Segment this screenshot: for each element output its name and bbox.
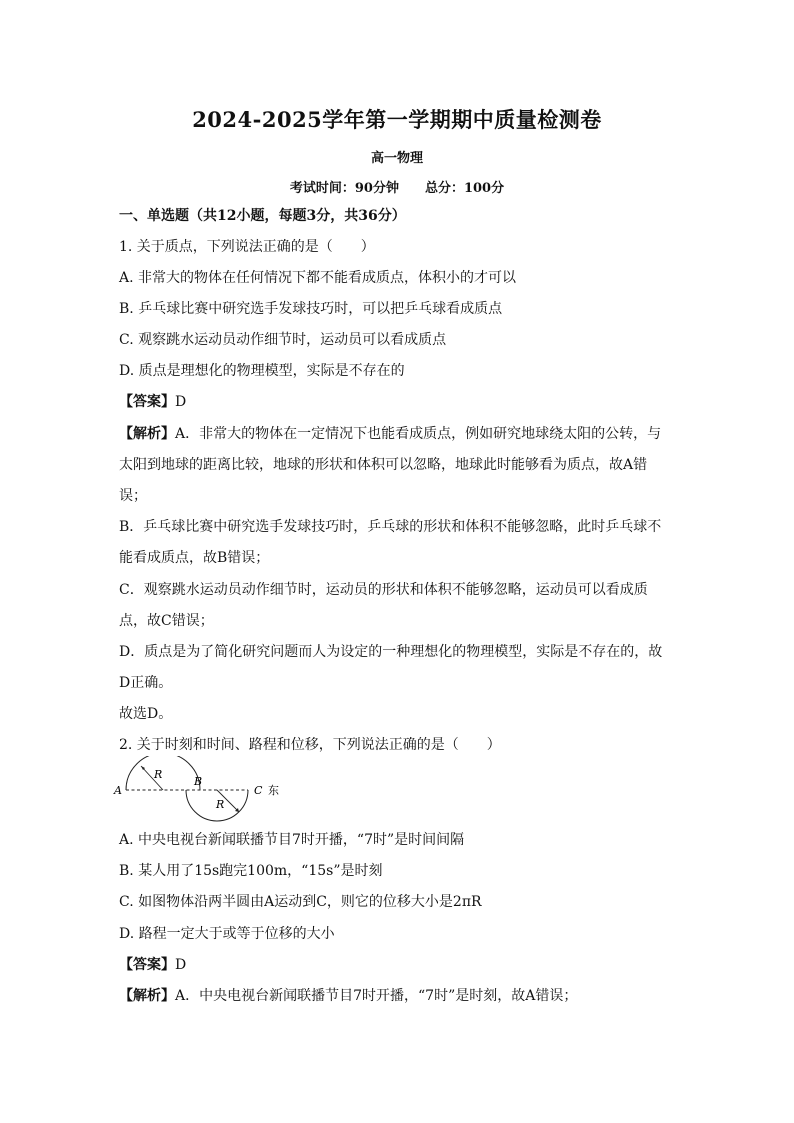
upper-semicircle xyxy=(126,756,203,790)
analysis-text: A．非常大的物体在一定情况下也能看成质点，例如研究地球绕太阳的公转，与 xyxy=(175,426,662,442)
label-r-upper: R xyxy=(154,768,163,781)
q1-analysis-8: D．质点是为了简化研究问题而人为设定的一种理想化的物理模型，实际是不存在的，故 xyxy=(119,644,663,660)
q1-conclusion: 故选D。 xyxy=(119,706,173,722)
exam-time: 考试时间：90分钟 xyxy=(289,181,399,196)
q1-option-c: C. 观察跳水运动员动作细节时，运动员可以看成质点 xyxy=(119,332,447,348)
q2-option-d: D. 路程一定大于或等于位移的大小 xyxy=(119,926,335,942)
q2-option-b: B. 某人用了15s跑完100m，“15s”是时刻 xyxy=(119,863,383,879)
label-c: C xyxy=(254,784,263,797)
analysis-tag: 【解析】 xyxy=(119,988,175,1004)
q1-option-d: D. 质点是理想化的物理模型，实际是不存在的 xyxy=(119,363,405,379)
q2-analysis-1 xyxy=(119,986,679,1006)
analysis-text: A．中央电视台新闻联播节目7时开播，“7时”是时刻，故A错误； xyxy=(175,988,578,1004)
label-r-lower: R xyxy=(216,798,225,811)
answer-value: D xyxy=(175,394,187,410)
q1-analysis-4: B．乒乓球比赛中研究选手发球技巧时，乒乓球的形状和体积不能够忽略，此时乒乓球不 xyxy=(119,519,662,535)
answer-tag: 【答案】 xyxy=(119,394,175,410)
q1-option-a: A. 非常大的物体在任何情况下都不能看成质点，体积小的才可以 xyxy=(119,270,517,286)
page-title: 2024-2025学年第一学期期中质量检测卷 xyxy=(192,107,602,132)
label-a: A xyxy=(114,784,122,797)
q1-stem: 1. 关于质点，下列说法正确的是（ ） xyxy=(119,239,375,255)
semicircle-path-figure xyxy=(112,756,312,826)
q1-analysis-3: 误； xyxy=(119,488,147,504)
analysis-tag: 【解析】 xyxy=(119,426,175,442)
answer-value: D xyxy=(175,957,187,973)
q2-option-c: C. 如图物体沿两半圆由A运动到C，则它的位移大小是2πR xyxy=(119,894,482,910)
q2-stem: 2. 关于时刻和时间、路程和位移，下列说法正确的是（ ） xyxy=(119,737,501,753)
q1-option-b: B. 乒乓球比赛中研究选手发球技巧时，可以把乒乓球看成质点 xyxy=(119,301,503,317)
q1-analysis-6: C．观察跳水运动员动作细节时，运动员的形状和体积不能够忽略，运动员可以看成质 xyxy=(119,582,648,598)
label-east: 东 xyxy=(268,784,279,797)
label-b: B xyxy=(194,775,203,788)
q1-analysis-9: D正确。 xyxy=(119,675,173,691)
semicircle-diagram xyxy=(112,756,312,822)
q2-option-a: A. 中央电视台新闻联播节目7时开播，“7时”是时间间隔 xyxy=(119,832,465,848)
q1-analysis-2: 太阳到地球的距离比较，地球的形状和体积可以忽略，地球此时能够看为质点，故A错 xyxy=(119,457,648,473)
q1-answer xyxy=(119,392,679,412)
exam-meta xyxy=(0,177,794,196)
total-score: 总分：100分 xyxy=(424,181,505,196)
q1-analysis-5: 能看成质点，故B错误； xyxy=(119,550,270,566)
answer-tag: 【答案】 xyxy=(119,957,175,973)
q2-answer xyxy=(119,955,679,975)
subject-title: 高一物理 xyxy=(370,151,423,166)
q1-analysis-1 xyxy=(119,424,679,444)
q1-analysis-7: 点，故C错误； xyxy=(119,613,214,629)
section-heading: 一、单选题（共12小题，每题3分，共36分） xyxy=(119,208,406,224)
